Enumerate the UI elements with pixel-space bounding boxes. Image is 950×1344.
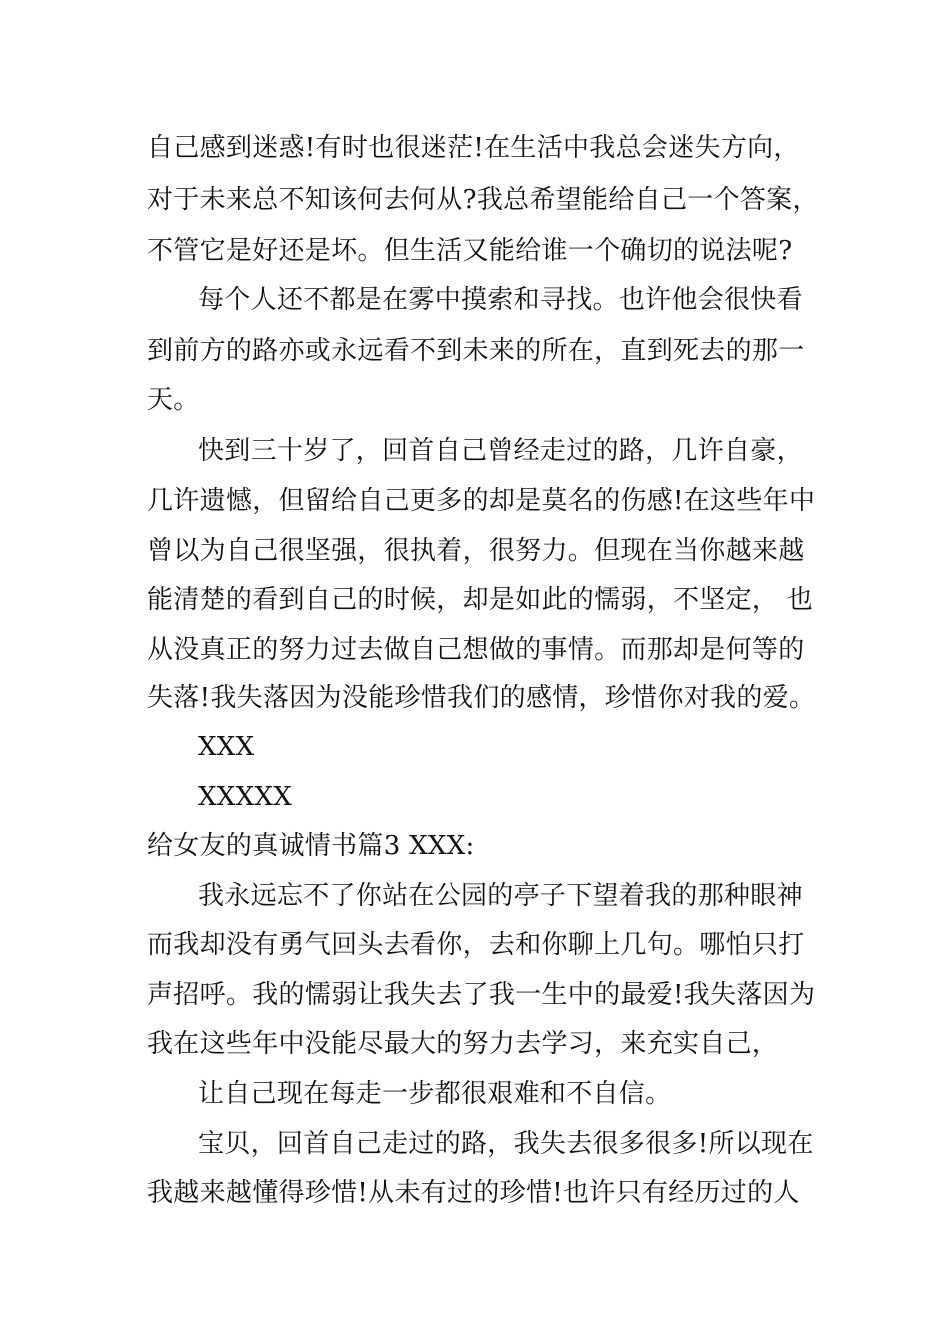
text-line: 我在这些年中没能尽最大的努力去学习，来充实自己， <box>147 1029 779 1059</box>
text-line: 能清楚的看到自己的时候，却是如此的懦弱，不坚定， 也 <box>147 585 814 615</box>
text-line: 而我却没有勇气回头去看你，去和你聊上几句。哪怕只打 <box>147 930 805 960</box>
text-line: 到前方的路亦或永远看不到未来的所在，直到死去的那一 <box>147 336 805 366</box>
text-line: 声招呼。我的懦弱让我失去了我一生中的最爱!我失落因为 <box>147 980 816 1010</box>
section-heading: 给女友的真诚情书篇3 XXX: <box>147 831 475 861</box>
text-line: 让自己现在每走一步都很艰难和不自信。 <box>198 1079 672 1109</box>
text-line: 曾以为自己很坚强，很执着，很努力。但现在当你越来越 <box>147 536 805 566</box>
text-line: 失落!我失落因为没能珍惜我们的感情，珍惜你对我的爱。 <box>147 683 816 713</box>
text-line: 几许遗憾，但留给自己更多的却是莫名的伤感!在这些年中 <box>147 486 816 516</box>
text-line: 宝贝，回首自己走过的路，我失去很多很多!所以现在 <box>198 1129 814 1159</box>
text-line: 不管它是好还是坏。但生活又能给谁一个确切的说法呢? <box>147 236 793 266</box>
text-line: XXX <box>198 732 255 762</box>
text-line: XXXXX <box>198 782 293 812</box>
text-line: 快到三十岁了，回首自己曾经走过的路，几许自豪， <box>198 436 803 466</box>
text-line: 我越来越懂得珍惜!从未有过的珍惜!也许只有经历过的人 <box>147 1178 800 1208</box>
text-line: 每个人还不都是在雾中摸索和寻找。也许他会很快看 <box>198 285 803 315</box>
text-line: 对于未来总不知该何去何从?我总希望能给自己一个答案， <box>147 185 819 215</box>
text-line: 我永远忘不了你站在公园的亭子下望着我的那种眼神 <box>198 881 803 911</box>
text-line: 天。 <box>147 385 200 415</box>
text-line: 从没真正的努力过去做自己想做的事情。而那却是何等的 <box>147 635 805 665</box>
text-line: 自己感到迷惑!有时也很迷茫!在生活中我总会迷失方向， <box>147 133 800 163</box>
